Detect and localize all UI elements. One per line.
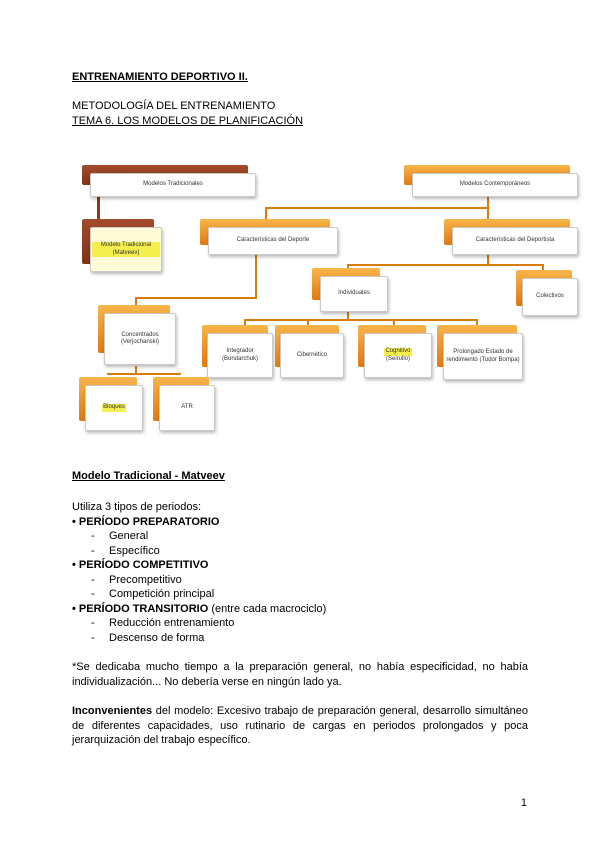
box-bloques bbox=[85, 385, 143, 431]
period-preparatorio bbox=[72, 515, 326, 530]
dash: - bbox=[91, 617, 95, 629]
connector-concentrados-horizontal bbox=[107, 373, 181, 375]
label-integrador: Integrador (Bondarchuk) bbox=[221, 348, 259, 362]
list-item bbox=[72, 616, 326, 631]
box-atr bbox=[159, 385, 215, 431]
label-colectivos: Colectivos bbox=[536, 293, 564, 300]
item-text: Específico bbox=[109, 544, 160, 557]
box-concentrados bbox=[104, 313, 176, 365]
box-individuales bbox=[320, 276, 388, 312]
connector-cont-horizontal bbox=[265, 207, 489, 209]
inconvenientes-label: Inconvenientes bbox=[72, 705, 153, 717]
label-matveev: Modelo Tradicional (Matveev) bbox=[92, 242, 160, 257]
label-modelos-tradicionales: Modelos Tradicionales bbox=[143, 181, 203, 188]
connector-deporte-concentrados bbox=[135, 297, 257, 299]
label-bloques: Bloques bbox=[103, 404, 125, 411]
item-text: Descenso de forma bbox=[109, 631, 205, 644]
box-matveev bbox=[90, 227, 162, 272]
item-text: Reducción entrenamiento bbox=[109, 617, 235, 629]
list-item bbox=[72, 587, 326, 602]
list-item bbox=[72, 573, 326, 588]
list-item bbox=[72, 529, 326, 544]
document-subtitle: METODOLOGÍA DEL ENTRENAMIENTO bbox=[72, 100, 276, 112]
period-transitorio bbox=[72, 602, 326, 617]
label-individuales: Individuales bbox=[338, 290, 370, 297]
periods-list bbox=[72, 500, 326, 645]
label-atr: ATR bbox=[181, 404, 193, 411]
period-name: • PERÍODO TRANSITORIO bbox=[72, 602, 209, 615]
box-integrador bbox=[207, 333, 273, 378]
period-name: • PERÍODO PREPARATORIO bbox=[72, 515, 220, 528]
period-competitivo bbox=[72, 558, 326, 573]
section-title: Modelo Tradicional - Matveev bbox=[72, 470, 225, 482]
inconvenientes-text: del modelo: Excesivo trabajo de preparación general, desarrollo simultáneo de diferentes capacidades, uso rutinario de cargas en periodos prolongados y poca jerarquización del trabajo específico. bbox=[72, 705, 528, 746]
intro-text: Utiliza 3 tipos de periodos: bbox=[72, 501, 202, 513]
connector-deporte-down bbox=[255, 255, 257, 299]
dash: - bbox=[91, 631, 95, 644]
label-concentrados: Concentrados (Verjochanski) bbox=[120, 331, 159, 345]
label-caract-deporte: Características del Deporte bbox=[236, 237, 310, 244]
dash: - bbox=[91, 573, 95, 586]
box-modelos-contemporaneos bbox=[412, 173, 578, 197]
label-modelos-contemporaneos: Modelos Contemporáneos bbox=[459, 181, 531, 188]
label-caract-deportista: Características del Deportista bbox=[475, 237, 555, 244]
inconvenientes-paragraph bbox=[72, 704, 528, 748]
box-cibernetico bbox=[280, 333, 344, 378]
connector-deportista-horizontal bbox=[347, 264, 544, 266]
item-text: Competición principal bbox=[109, 588, 215, 600]
item-text: Precompetitivo bbox=[109, 573, 182, 586]
label-cognitivo: Cognitivo bbox=[385, 348, 411, 354]
list-item bbox=[72, 544, 326, 559]
dash: - bbox=[91, 544, 95, 557]
period-name: • PERÍODO COMPETITIVO bbox=[72, 559, 209, 571]
box-caract-deporte bbox=[208, 227, 338, 255]
box-prolongado bbox=[443, 333, 523, 380]
list-item bbox=[72, 631, 326, 646]
box-modelos-tradicionales bbox=[90, 173, 256, 197]
label-prolongado: Prolongado Estado de rendimiento (Tudor Bompa) bbox=[446, 349, 520, 363]
box-colectivos bbox=[522, 278, 578, 316]
label-cognitivo-autor: (Seirullo) bbox=[385, 355, 410, 362]
page-number: 1 bbox=[520, 797, 527, 809]
dash: - bbox=[91, 588, 95, 600]
document-title: ENTRENAMIENTO DEPORTIVO II. bbox=[72, 71, 248, 83]
box-cognitivo bbox=[364, 333, 432, 378]
note-paragraph: *Se dedicaba mucho tiempo a la preparación general, no había especificidad, no había individualización... No debería verse en ningún lado ya. bbox=[72, 661, 528, 688]
period-note: (entre cada macrociclo) bbox=[208, 602, 327, 615]
item-text: General bbox=[109, 530, 149, 542]
topic-title: TEMA 6. LOS MODELOS DE PLANIFICACIÓN bbox=[72, 115, 304, 127]
dash: - bbox=[91, 530, 95, 542]
box-caract-deportista bbox=[452, 227, 578, 255]
label-cibernetico: Cibernético bbox=[296, 351, 328, 358]
connector-individuales-horizontal bbox=[244, 319, 478, 321]
